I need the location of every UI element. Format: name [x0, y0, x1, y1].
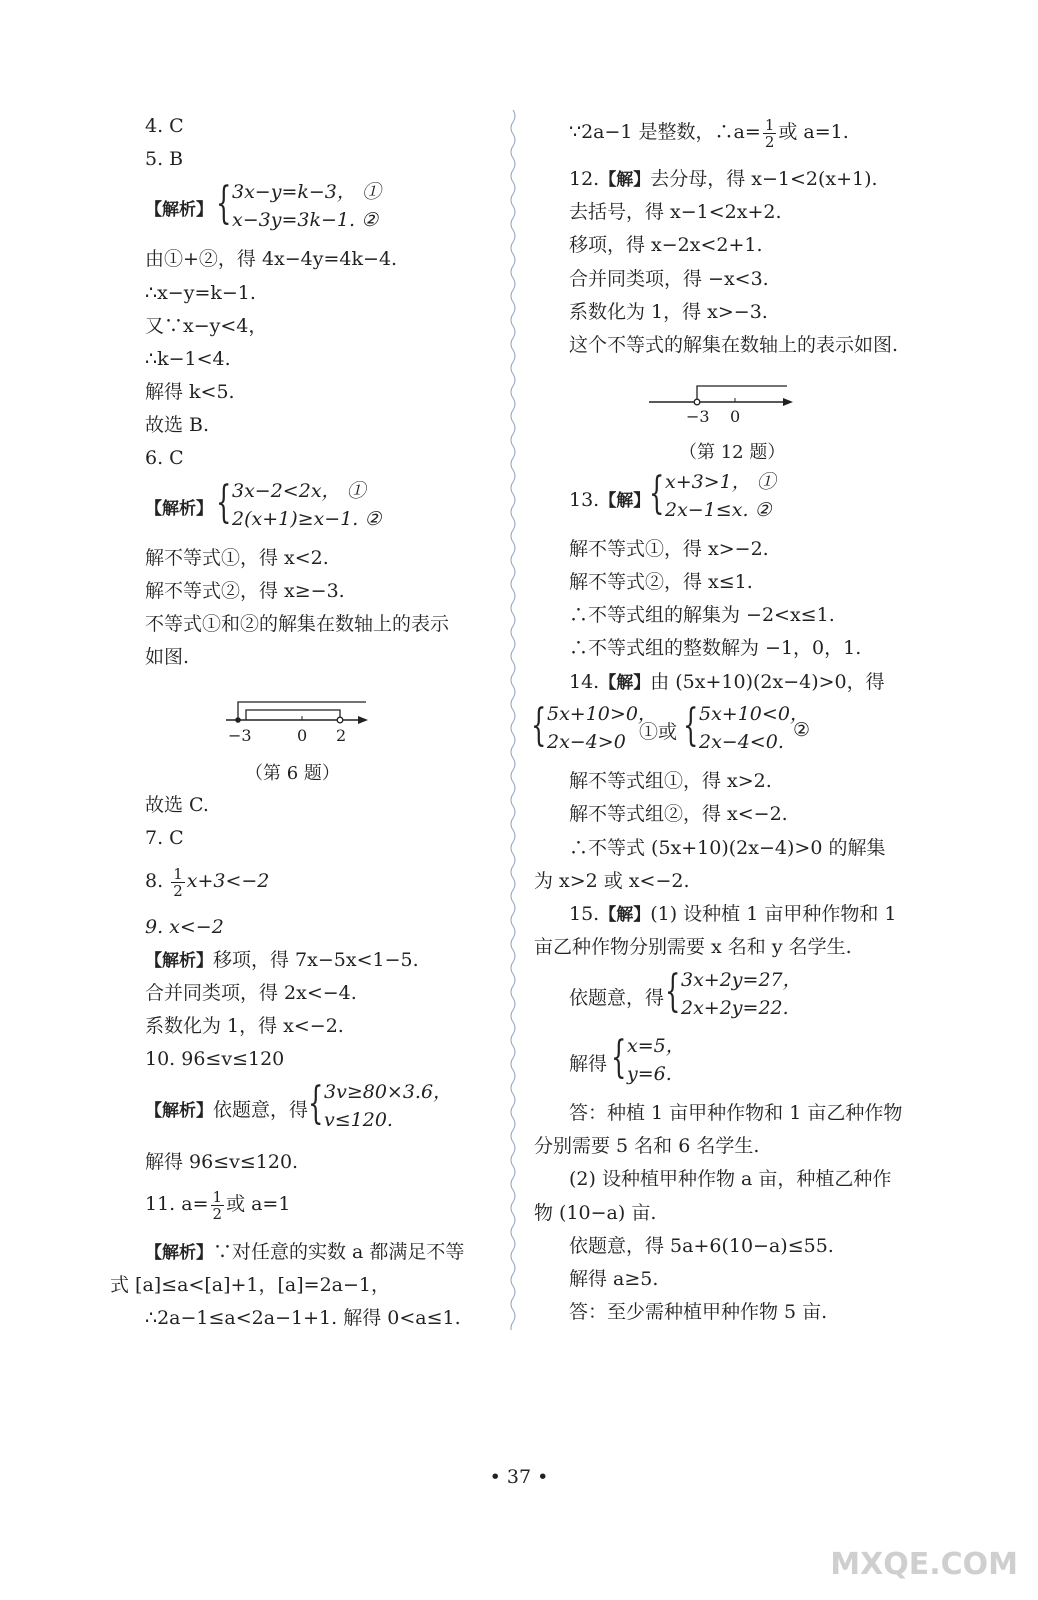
text-line: 又∵x−y<4， — [145, 315, 268, 337]
text-line: ∵2a−1 是整数，∴a= $\frac{1}{2}$ 或 a=1. — [569, 115, 849, 151]
text-line: 解得 k<5. — [145, 381, 235, 403]
inequality-system-6: { 3x−2<2x， ① 2(x+1)≥x−1. ② — [216, 477, 382, 530]
tick-label: 0 — [730, 407, 741, 426]
text-line: 解不等式①，得 x<2. — [145, 547, 329, 569]
analysis-line: 【解析】依题意，得 — [145, 1099, 309, 1121]
analysis-line: 【解析】∵对任意的实数 a 都满足不等 — [145, 1241, 465, 1263]
solution-system-15: { x=5， y=6. — [611, 1032, 685, 1085]
system-row: y=6. — [627, 1063, 672, 1085]
text-line: 式 [a]≤a<[a]+1，[a]=2a−1， — [110, 1274, 391, 1296]
system-row: x−3y=3k−1. ② — [232, 209, 379, 231]
text-line: 解不等式组②，得 x<−2. — [569, 803, 788, 825]
text-line: 移项，得 x−2x<2+1. — [569, 234, 763, 256]
question-13: 13.【解】 — [569, 489, 651, 511]
analysis-tag: 【解析】 — [145, 200, 213, 220]
system-row: 2x−4<0. — [699, 731, 784, 753]
answer-8 — [145, 861, 269, 901]
question-14: 14.【解】由 (5x+10)(2x−4)>0，得 — [569, 671, 885, 693]
text-line: 答：种植 1 亩甲种作物和 1 亩乙种作物 — [569, 1102, 903, 1124]
figure-caption: （第 6 题） — [245, 763, 340, 784]
system-row: 3x−y=k−3， ① — [232, 181, 381, 203]
text-line: 分别需要 5 名和 6 名学生. — [534, 1135, 760, 1157]
answer-8-label: 8. — [145, 870, 164, 892]
answer-5: 5. B — [145, 148, 184, 170]
text-line: 合并同类项，得 −x<3. — [569, 268, 769, 290]
text-line: ∴不等式组的整数解为 −1，0，1. — [569, 637, 862, 659]
text-line: ∴不等式 (5x+10)(2x−4)>0 的解集 — [569, 837, 886, 859]
text-line: ∴2a−1≤a<2a−1+1. 解得 0<a≤1. — [145, 1307, 461, 1329]
tick-label: 0 — [297, 726, 308, 745]
analysis-tag: 【解析】 — [145, 951, 213, 971]
answer-6: 6. C — [145, 447, 184, 469]
text-line: 物 (10−a) 亩. — [534, 1202, 657, 1224]
analysis-tag: 【解析】 — [145, 1243, 213, 1263]
system-row: 3v≥80×3.6， — [324, 1081, 453, 1103]
text-line: 由①+②，得 4x−4y=4k−4. — [145, 248, 398, 270]
system-row: x=5， — [627, 1035, 685, 1057]
question-12: 12.【解】去分母，得 x−1<2(x+1). — [569, 168, 878, 190]
text-line: 解不等式组①，得 x>2. — [569, 770, 772, 792]
text-line: 解不等式①，得 x>−2. — [569, 538, 769, 560]
answer-8-expr: x+3<−2 — [186, 870, 270, 892]
watermark-logo: MXQE.COM — [830, 1547, 1018, 1582]
system-row: v≤120. — [324, 1109, 393, 1131]
page-number: • 37 • — [489, 1466, 549, 1488]
system-row: 3x+2y=27， — [681, 969, 802, 991]
analysis-tag: 【解析】 — [145, 499, 213, 519]
text-line: ①或 — [639, 721, 678, 743]
text-line: (2) 设种植甲种作物 a 亩，种植乙种作 — [569, 1168, 892, 1190]
fraction: $\frac{1}{2}$ — [212, 1187, 223, 1223]
analysis-tag: 【解析】 — [145, 1101, 213, 1121]
fraction: $\frac{1}{2}$ — [764, 115, 775, 151]
inequality-system-10: { 3v≥80×3.6， v≤120. — [308, 1078, 453, 1131]
fraction: $\frac{1}{2}$ — [173, 864, 183, 900]
inequality-system-13: { x+3>1， ① 2x−1≤x. ② — [649, 468, 776, 521]
text-line: ∴x−y=k−1. — [145, 282, 256, 304]
text-line: 去括号，得 x−1<2x+2. — [569, 201, 782, 223]
text-line: 解不等式②，得 x≤1. — [569, 571, 753, 593]
inequality-system-14a: { 5x+10>0， 2x−4>0 — [531, 700, 657, 753]
text-line: 解得 — [569, 1053, 608, 1075]
text-line: 依题意，得 — [569, 987, 665, 1009]
question-15: 15.【解】(1) 设种植 1 亩甲种作物和 1 — [569, 903, 897, 925]
text-line: 系数化为 1，得 x>−3. — [569, 301, 768, 323]
inequality-system-14b: { 5x+10<0， 2x−4<0. — [683, 700, 809, 753]
text-line: 如图. — [145, 646, 190, 668]
text-line: 故选 C. — [145, 794, 209, 816]
number-line-figure-12 — [647, 380, 797, 420]
answer-10: 10. 96≤v≤120 — [145, 1048, 285, 1070]
solution-tag: 【解】 — [599, 170, 651, 190]
text-line: 为 x>2 或 x<−2. — [534, 870, 690, 892]
system-row: 2(x+1)≥x−1. ② — [232, 508, 382, 530]
tick-label: 2 — [336, 726, 347, 745]
system-row: 2x+2y=22. — [681, 997, 789, 1019]
tick-label: −3 — [228, 726, 252, 745]
system-row: 5x+10<0， — [699, 703, 809, 725]
text-line: 依题意，得 5a+6(10−a)≤55. — [569, 1235, 834, 1257]
text-line: 合并同类项，得 2x<−4. — [145, 982, 357, 1004]
equation-system-15: { 3x+2y=27， 2x+2y=22. — [665, 966, 802, 1019]
text-line: 亩乙种作物分别需要 x 名和 y 名学生. — [534, 936, 852, 958]
text-line: ∴k−1<4. — [145, 348, 231, 370]
text-line: 故选 B. — [145, 414, 210, 436]
answer-9: 9. x<−2 — [145, 916, 224, 938]
answer-7: 7. C — [145, 827, 184, 849]
solution-tag: 【解】 — [599, 673, 651, 693]
text-line: 解得 96≤v≤120. — [145, 1151, 299, 1173]
solution-tag: 【解】 — [599, 905, 651, 925]
system-row: 2x−4>0 — [547, 731, 626, 753]
system-row: 3x−2<2x， ① — [232, 480, 366, 502]
solution-tag: 【解】 — [599, 491, 651, 511]
text-line: 答：至少需种植甲种作物 5 亩. — [569, 1301, 828, 1323]
text-line: ② — [793, 719, 811, 741]
answer-4: 4. C — [145, 115, 184, 137]
equation-system-5: { 3x−y=k−3， ① x−3y=3k−1. ② — [216, 178, 381, 231]
text-line: 这个不等式的解集在数轴上的表示如图. — [569, 334, 899, 356]
answer-11: 11. a= $\frac{1}{2}$ 或 a=1 — [145, 1187, 291, 1223]
system-row: x+3>1， ① — [665, 471, 776, 493]
figure-caption: （第 12 题） — [679, 442, 786, 463]
text-line: 解得 a≥5. — [569, 1268, 659, 1290]
text-line: ∴不等式组的解集为 −2<x≤1. — [569, 604, 835, 626]
tick-label: −3 — [686, 407, 710, 426]
text-line: 不等式①和②的解集在数轴上的表示 — [145, 613, 450, 635]
system-row: 5x+10>0， — [547, 703, 657, 725]
system-row: 2x−1≤x. ② — [665, 499, 772, 521]
column-divider — [509, 110, 517, 1330]
analysis-line: 【解析】移项，得 7x−5x<1−5. — [145, 949, 419, 971]
text-line: 解不等式②，得 x≥−3. — [145, 580, 345, 602]
text-line: 系数化为 1，得 x<−2. — [145, 1015, 344, 1037]
